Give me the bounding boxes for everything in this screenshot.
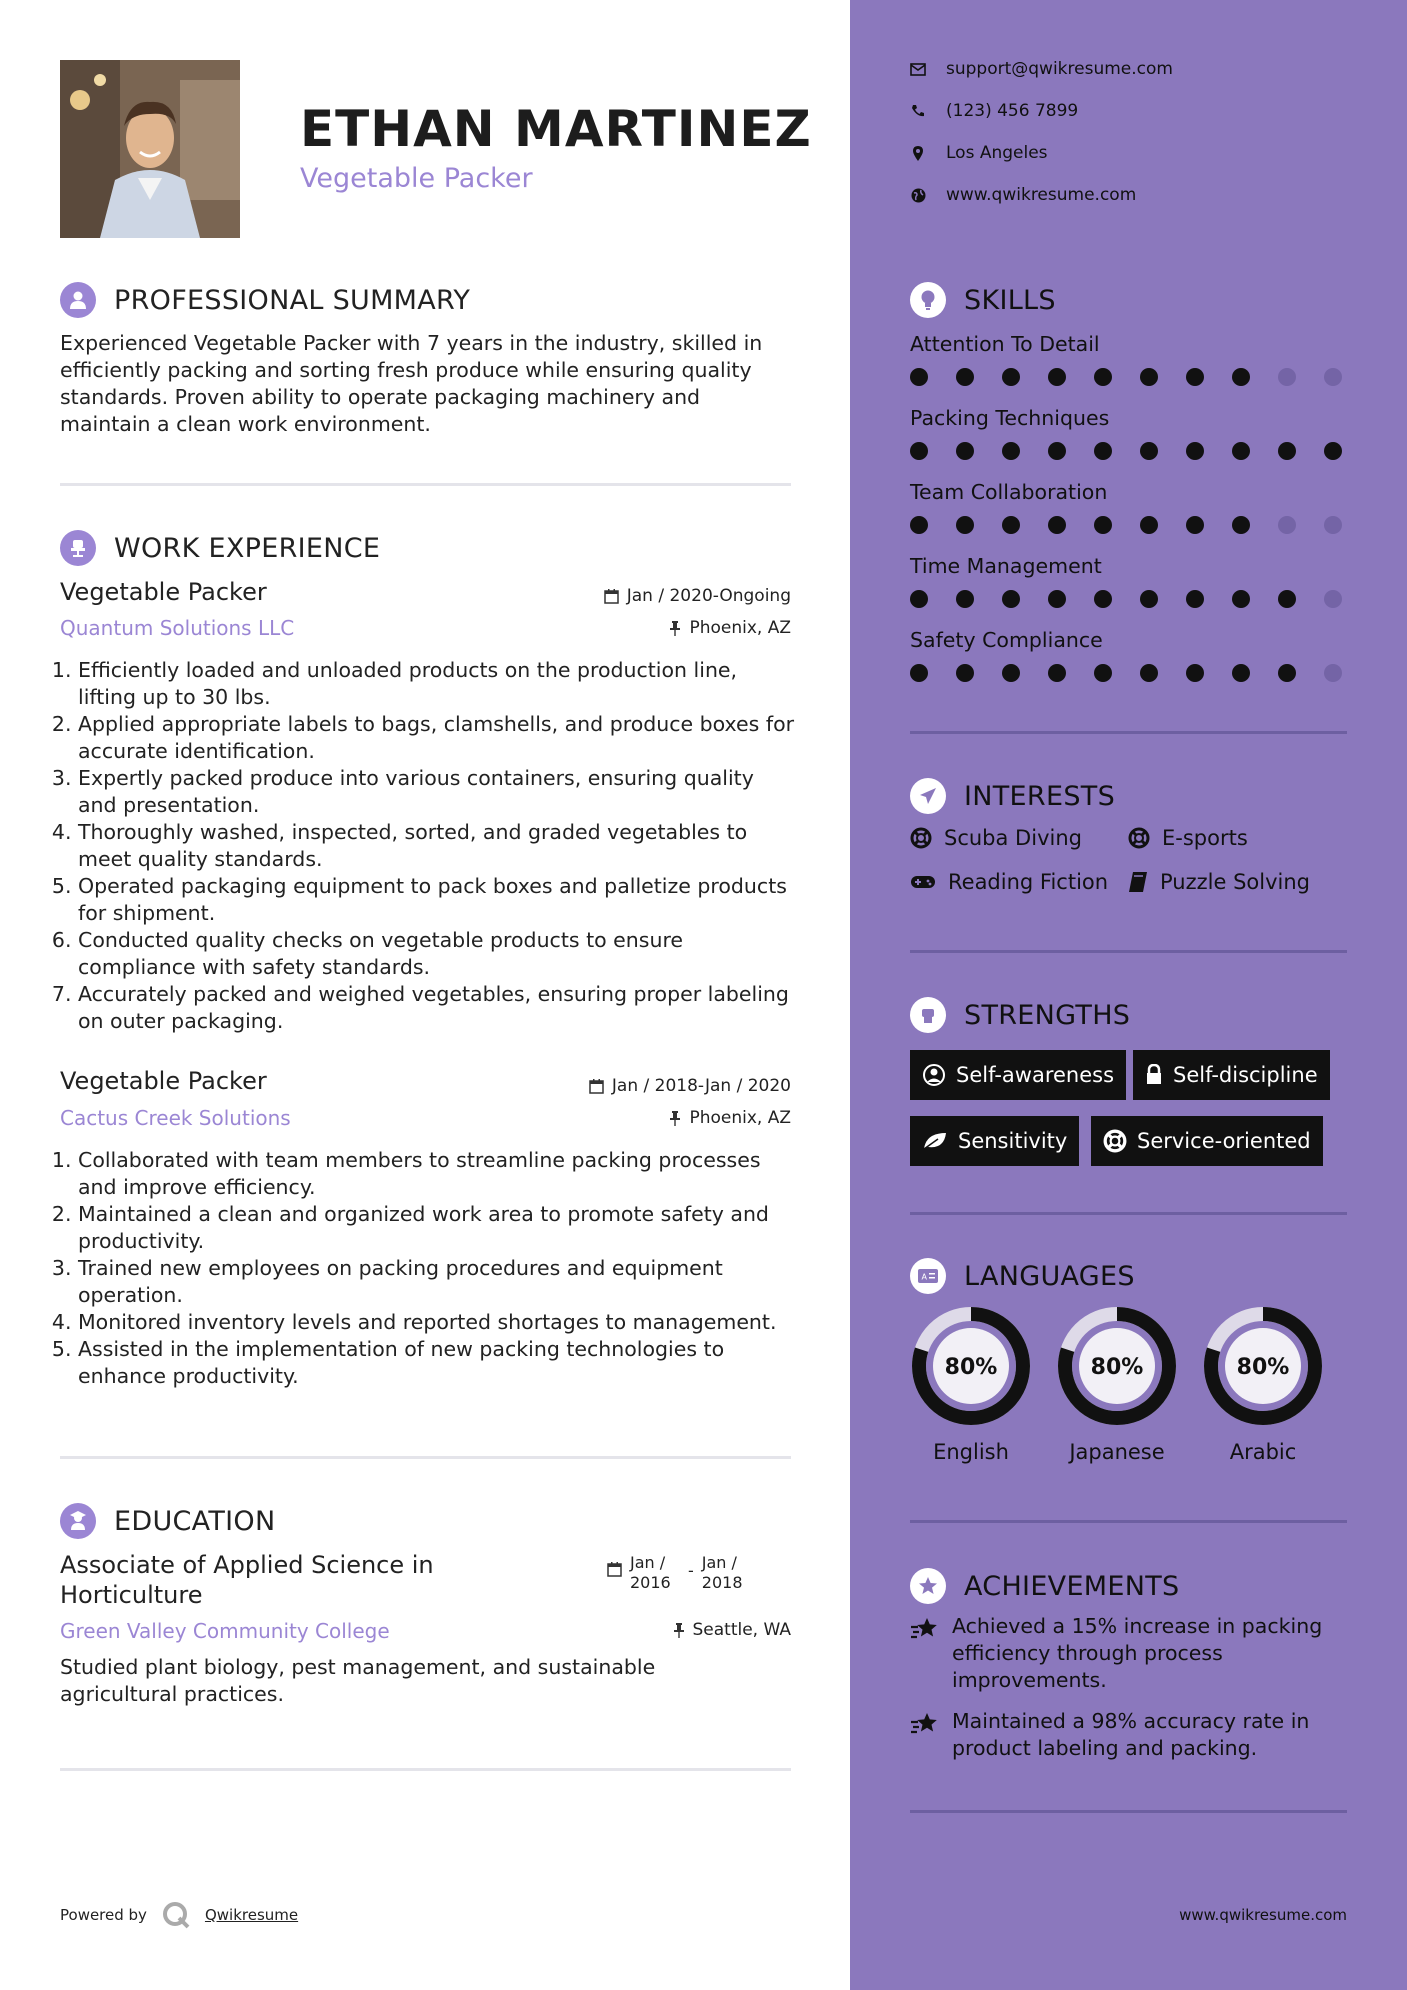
degree-line: Horticulture [60,1581,203,1609]
skill-dot [1002,368,1020,386]
divider [910,731,1347,734]
skill-name: Time Management [910,554,1102,578]
skill-dot [1140,590,1158,608]
skill-dot [1002,516,1020,534]
strength-label: Self-awareness [956,1063,1115,1087]
candidate-name: ETHAN MARTINEZ [300,100,812,158]
degree-line: Associate of Applied Science in [60,1551,434,1579]
graduate-icon [60,1503,96,1539]
interest-label: Scuba Diving [944,826,1082,850]
list-item: 7. Accurately packed and weighed vegetables, ensuring proper labeling on outer packaging. [78,981,795,1035]
lifebuoy-icon [910,827,932,849]
strength-chip [910,1050,1126,1100]
job-location [669,1108,791,1128]
strength-label: Service-oriented [1137,1129,1311,1153]
job-dates-text: Jan / 2018-Jan / 2020 [611,1076,791,1096]
email-text: support@qwikresume.com [946,59,1173,79]
interest-item [910,870,1108,894]
achievement-item [910,1708,1309,1762]
job-title: Vegetable Packer [60,578,267,606]
skill-dot [1048,516,1066,534]
job-location-text: Phoenix, AZ [689,1108,791,1128]
skill-dot [1186,590,1204,608]
achievement-item [910,1613,1322,1694]
job-dates [604,586,791,606]
achievements-title: ACHIEVEMENTS [964,1570,1180,1602]
language-name: Japanese [1069,1440,1165,1464]
envelope-icon [910,63,926,76]
pin-icon [669,1111,681,1126]
achievement-line: efficiency through process [952,1641,1223,1665]
skill-rating [910,442,1342,460]
interest-label: E-sports [1162,826,1248,850]
powered-by [60,1900,298,1930]
strengths-title: STRENGTHS [964,999,1131,1031]
skill-dot [1278,368,1296,386]
skill-dot [1186,442,1204,460]
skill-dot [1232,368,1250,386]
interest-item [1128,870,1310,894]
language-ring [910,1305,1032,1427]
list-item: 4. Monitored inventory levels and reported shortages to management. [78,1309,805,1336]
lightbulb-icon [910,282,946,318]
divider [910,1520,1347,1523]
divider [60,1456,791,1459]
end-date: Jan / [701,1553,737,1572]
location-text: Los Angeles [946,143,1048,163]
skill-dot [956,664,974,682]
skill-dot [910,442,928,460]
interest-item [1128,826,1248,850]
skill-dot [1140,516,1158,534]
divider [910,950,1347,953]
skill-dot [1140,368,1158,386]
lifebuoy-icon [1128,827,1150,849]
strength-label: Self-discipline [1173,1063,1318,1087]
user-circle-icon [922,1063,946,1087]
strength-chip [1091,1116,1323,1166]
language-ring [1202,1305,1324,1427]
skill-dot [1278,664,1296,682]
language-icon [910,1258,946,1294]
interest-label: Reading Fiction [948,870,1109,894]
skill-name: Attention To Detail [910,332,1100,356]
phone-icon [910,104,926,118]
achievement-line: Achieved a 15% increase in packing [952,1614,1323,1638]
skill-dot [1186,664,1204,682]
skill-dot [1232,664,1250,682]
job-company: Cactus Creek Solutions [60,1106,291,1130]
language-percent: 80% [944,1355,998,1380]
achievement-line: Maintained a 98% accuracy rate in [952,1709,1310,1733]
skill-rating [910,368,1342,386]
job-dates-text: Jan / 2020-Ongoing [626,586,791,606]
skill-dot [1048,368,1066,386]
sidebar [850,0,1407,1990]
book-icon [1128,871,1148,893]
skill-dot [1324,516,1342,534]
star-badge-icon [910,1568,946,1604]
list-item: 5. Operated packaging equipment to pack boxes and palletize products for shipment. [78,873,795,927]
website-text: www.qwikresume.com [946,185,1137,205]
skill-dot [1324,664,1342,682]
contact-website[interactable] [910,185,1136,205]
contact-email[interactable] [910,59,1173,79]
divider [910,1810,1347,1813]
education-heading [60,1503,275,1539]
skill-dot [1094,516,1112,534]
list-item: 2. Applied appropriate labels to bags, clamshells, and produce boxes for accurate identification. [78,711,795,765]
skill-dot [1002,442,1020,460]
skill-dot [910,664,928,682]
strength-chip [1133,1050,1330,1100]
summary-text: Experienced Vegetable Packer with 7 years in the industry, skilled in efficiently packing and sorting fresh produce while ensuring quality standards. Proven ability to operate packaging machinery and maintain a clean work environment. [60,331,763,436]
interest-item [910,826,1082,850]
language-percent: 80% [1090,1355,1144,1380]
skill-name: Team Collaboration [910,480,1108,504]
svg-text:A: A [921,1272,928,1282]
strengths-heading [910,997,1130,1033]
strength-label: Sensitivity [958,1129,1068,1153]
school-name: Green Valley Community College [60,1619,390,1643]
skill-dot [1140,442,1158,460]
date-separator: - [688,1561,694,1580]
contact-location [910,143,1048,163]
skill-dot [1278,442,1296,460]
paper-plane-icon [910,778,946,814]
skill-dot [1140,664,1158,682]
profile-photo [60,60,240,238]
skill-name: Packing Techniques [910,406,1110,430]
list-item: 3. Expertly packed produce into various containers, ensuring quality and presentation. [78,765,795,819]
contact-phone[interactable] [910,101,1078,121]
job-location-text: Phoenix, AZ [689,618,791,638]
degree-title [60,1550,434,1610]
skill-dot [956,516,974,534]
skill-dot [1094,368,1112,386]
experience-heading [60,530,380,566]
start-year: 2016 [630,1573,671,1592]
skill-dot [1232,442,1250,460]
skill-dot [1324,590,1342,608]
education-title: EDUCATION [114,1505,276,1537]
divider [60,1768,791,1771]
start-date: Jan / [630,1553,666,1572]
interests-heading [910,778,1115,814]
calendar-icon [607,1562,622,1577]
education-description: Studied plant biology, pest management, and sustainable agricultural practices. [60,1655,656,1706]
job-dates [589,1076,791,1096]
skill-dot [1278,516,1296,534]
fist-icon [910,997,946,1033]
skill-dot [1094,664,1112,682]
skill-dot [1324,442,1342,460]
language-percent: 80% [1236,1355,1290,1380]
shooting-star-icon [910,1615,940,1643]
strength-chip [910,1116,1079,1166]
pin-icon [673,1623,685,1638]
phone-text: (123) 456 7899 [946,101,1079,121]
summary-heading [60,282,470,318]
skill-dot [910,368,928,386]
languages-title: LANGUAGES [964,1260,1135,1292]
end-year: 2018 [701,1573,743,1592]
lifebuoy-icon [1103,1129,1127,1153]
languages-heading [910,1258,1135,1294]
globe-icon [910,188,926,203]
footer-url[interactable]: www.qwikresume.com [1179,1906,1347,1924]
achievements-heading [910,1568,1180,1604]
experience-title: WORK EXPERIENCE [114,532,381,564]
skill-dot [1048,590,1066,608]
map-marker-icon [910,146,926,161]
job-company: Quantum Solutions LLC [60,616,295,640]
language-name: Arabic [1229,1440,1297,1464]
education-location [673,1620,792,1640]
interests-title: INTERESTS [964,780,1116,812]
candidate-role: Vegetable Packer [300,163,533,194]
skill-dot [956,368,974,386]
divider [910,1212,1347,1215]
pin-icon [669,621,681,636]
divider [60,483,791,486]
list-item: 1. Collaborated with team members to streamline packing processes and improve efficiency. [78,1147,805,1201]
skills-heading [910,282,1056,318]
skill-dot [956,442,974,460]
user-icon [60,282,96,318]
skill-dot [1048,664,1066,682]
list-item: 3. Trained new employees on packing procedures and equipment operation. [78,1255,805,1309]
summary-title: PROFESSIONAL SUMMARY [114,284,471,316]
skill-rating [910,590,1342,608]
list-item: 4. Thoroughly washed, inspected, sorted, and graded vegetables to meet quality standards. [78,819,795,873]
skill-dot [1232,516,1250,534]
lock-icon [1145,1064,1163,1086]
gamepad-icon [910,873,936,891]
skill-dot [1094,442,1112,460]
job-location [669,618,791,638]
skill-name: Safety Compliance [910,628,1103,652]
education-dates [607,1553,743,1593]
interest-label: Puzzle Solving [1160,870,1310,894]
skill-dot [1186,516,1204,534]
skills-title: SKILLS [964,284,1056,316]
job-duties [60,1147,805,1390]
calendar-icon [589,1079,604,1094]
skill-dot [1002,664,1020,682]
skill-dot [910,516,928,534]
language-name: English [933,1440,1009,1464]
brand-link[interactable]: Qwikresume [204,1906,299,1924]
qwikresume-logo-icon [161,1900,191,1930]
skill-dot [910,590,928,608]
skill-dot [956,590,974,608]
achievement-line: product labeling and packing. [952,1736,1258,1760]
skill-dot [1232,590,1250,608]
list-item: 5. Assisted in the implementation of new packing technologies to enhance productivity. [78,1336,805,1390]
skill-dot [1002,590,1020,608]
education-location-text: Seattle, WA [692,1620,791,1640]
job-duties [60,657,795,1035]
skill-dot [1186,368,1204,386]
list-item: 6. Conducted quality checks on vegetable products to ensure compliance with safety standards. [78,927,795,981]
list-item: 2. Maintained a clean and organized work area to promote safety and productivity. [78,1201,805,1255]
skill-dot [1048,442,1066,460]
chair-icon [60,530,96,566]
skill-rating [910,664,1342,682]
shooting-star-icon [910,1710,940,1738]
leaf-icon [922,1131,948,1151]
language-ring [1056,1305,1178,1427]
list-item: 1. Efficiently loaded and unloaded products on the production line, lifting up to 30 lbs. [78,657,795,711]
skill-dot [1278,590,1296,608]
skill-dot [1324,368,1342,386]
calendar-icon [604,589,619,604]
job-title: Vegetable Packer [60,1067,267,1095]
powered-by-text: Powered by [60,1906,147,1924]
achievement-line: improvements. [952,1668,1107,1692]
skill-dot [1094,590,1112,608]
skill-rating [910,516,1342,534]
